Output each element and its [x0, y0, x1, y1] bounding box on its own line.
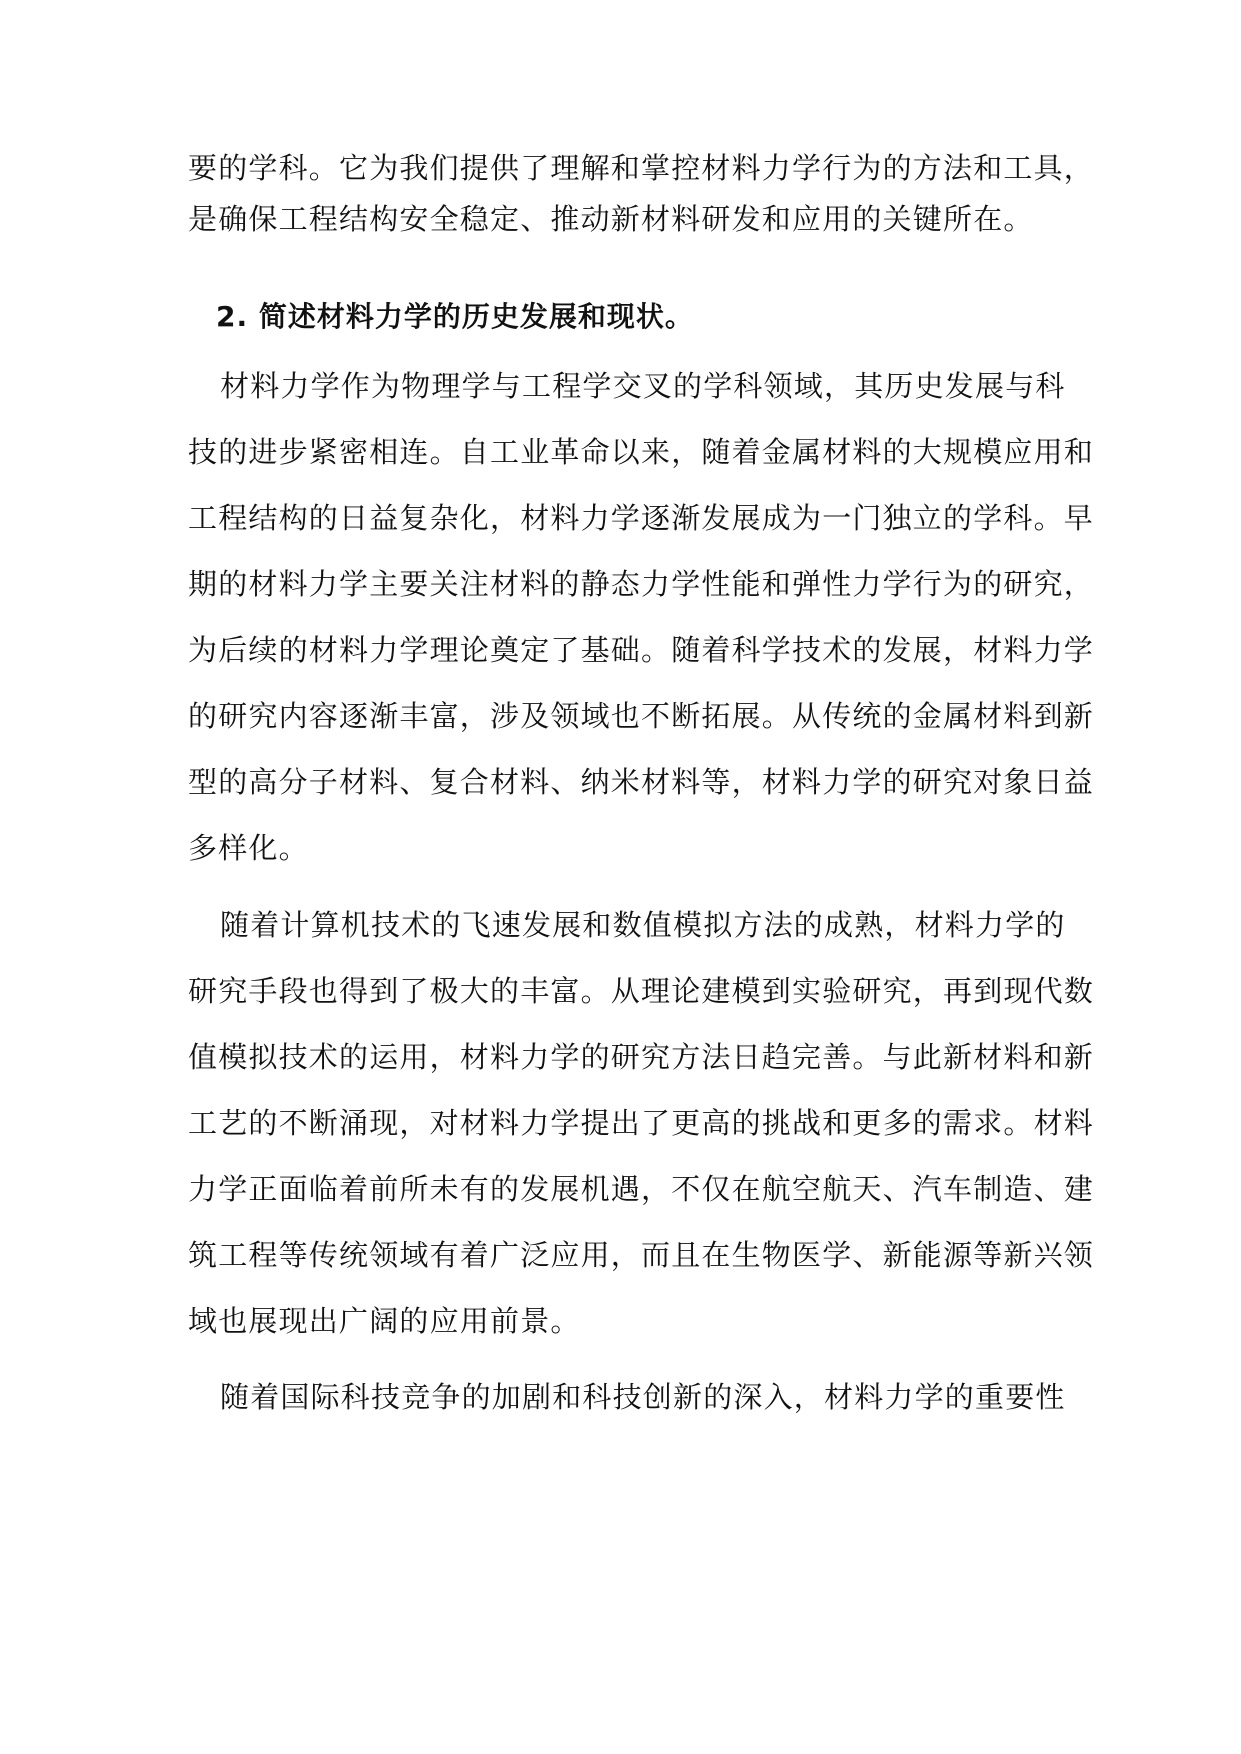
text-line: 工程结构的日益复杂化，材料力学逐渐发展成为一门独立的学科。早 [188, 501, 1095, 535]
text-line: 值模拟技术的运用，材料力学的研究方法日趋完善。与此新材料和新 [188, 1040, 1095, 1074]
text-line: 期的材料力学主要关注材料的静态力学性能和弹性力学行为的研究， [188, 567, 1095, 601]
section-heading: 2. 简述材料力学的历史发展和现状。 [216, 300, 694, 333]
text-line: 技的进步紧密相连。自工业革命以来，随着金属材料的大规模应用和 [188, 435, 1095, 469]
text-line: 要的学科。它为我们提供了理解和掌控材料力学行为的方法和工具， [188, 151, 1095, 185]
text-line: 型的高分子材料、复合材料、纳米材料等，材料力学的研究对象日益 [188, 765, 1095, 799]
text-line: 力学正面临着前所未有的发展机遇，不仅在航空航天、汽车制造、建 [188, 1172, 1095, 1206]
text-line: 的研究内容逐渐丰富，涉及领域也不断拓展。从传统的金属材料到新 [188, 699, 1095, 733]
text-line: 工艺的不断涌现，对材料力学提出了更高的挑战和更多的需求。材料 [188, 1106, 1095, 1140]
text-line: 域也展现出广阔的应用前景。 [188, 1304, 581, 1338]
text-line: 材料力学作为物理学与工程学交叉的学科领域，其历史发展与科 [220, 369, 1066, 403]
text-line: 研究手段也得到了极大的丰富。从理论建模到实验研究，再到现代数 [188, 974, 1095, 1008]
text-line: 随着国际科技竞争的加剧和科技创新的深入，材料力学的重要性 [220, 1380, 1066, 1414]
text-line: 是确保工程结构安全稳定、推动新材料研发和应用的关键所在。 [188, 202, 1034, 236]
text-line: 随着计算机技术的飞速发展和数值模拟方法的成熟，材料力学的 [220, 908, 1066, 942]
text-line: 多样化。 [188, 831, 309, 865]
text-line: 筑工程等传统领域有着广泛应用，而且在生物医学、新能源等新兴领 [188, 1238, 1095, 1272]
text-line: 为后续的材料力学理论奠定了基础。随着科学技术的发展，材料力学 [188, 633, 1095, 667]
